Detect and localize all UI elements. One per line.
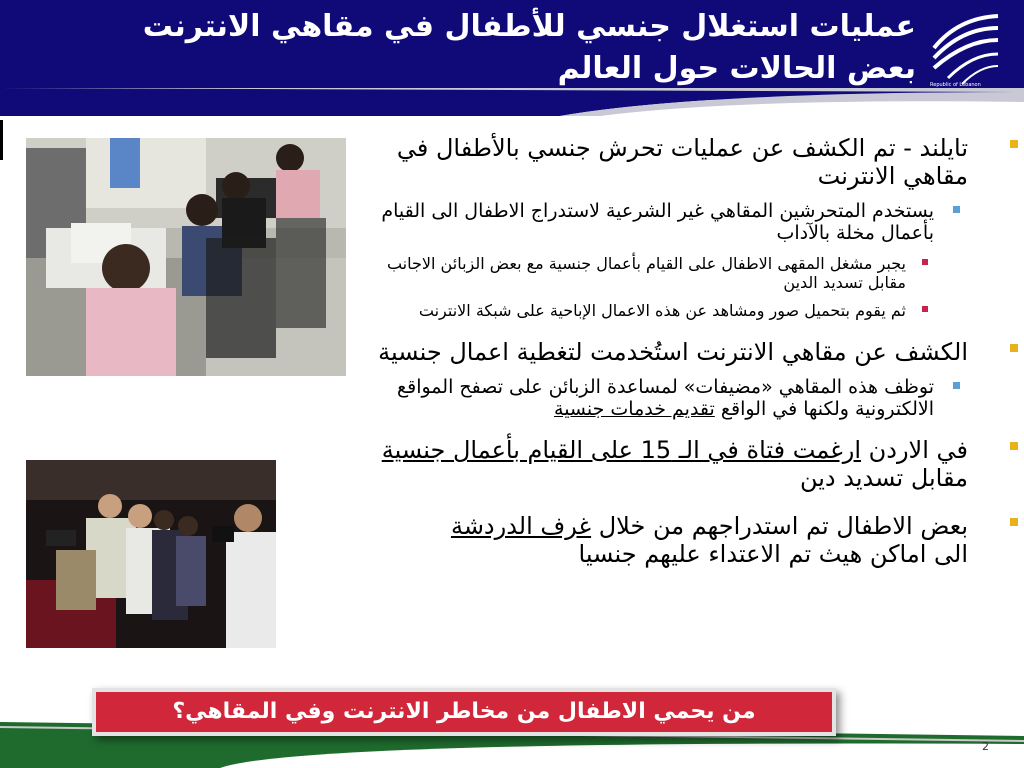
sub-sub-bullet-operator: يجبر مشغل المقهى الاطفال على القيام بأعمال جنسية مع بعض الزبائن الاجانب مقابل تسديد الدين [348, 254, 906, 292]
page-number: 2 [982, 740, 989, 753]
bullet-marker [922, 306, 928, 312]
bullet-marker [953, 206, 960, 213]
slide-title [36, 6, 916, 90]
title-line-1: عمليات استغلال جنسي للأطفال في مقاهي الانترنت [142, 9, 916, 44]
header-swoosh [0, 88, 1024, 116]
bullet-thailand: تايلند - تم الكشف عن عمليات تحرش جنسي بالأطفال في مقاهي الانترنت [348, 134, 968, 190]
slide-header [0, 0, 1024, 100]
left-edge-mark [0, 120, 3, 160]
sub-bullet-predators: يستخدم المتحرشين المقاهي غير الشرعية لاستدراج الاطفال الى القيام بأعمال مخلة بالآداب [348, 200, 934, 244]
sub-bullet-hostesses: توظف هذه المقاهي «مضيفات» لمساعدة الزبائن على تصفح المواقع الالكترونية ولكنها في الواقع تقديم خدمات جنسية [348, 376, 934, 420]
bullet-marker [922, 259, 928, 265]
internet-cafe-photo [26, 138, 346, 376]
bullet-marker [1010, 344, 1018, 352]
bullet-cafes-cover: الكشف عن مقاهي الانترنت استُخدمت لتغطية اعمال جنسية [348, 338, 968, 366]
bullet-marker [1010, 140, 1018, 148]
bullet-marker [1010, 518, 1018, 526]
title-line-2: بعض الحالات حول العالم [557, 51, 916, 86]
sub-sub-bullet-upload: ثم يقوم بتحميل صور ومشاهد عن هذه الاعمال الإباحية على شبكة الانترنت [348, 301, 906, 320]
slide-body [348, 134, 968, 578]
question-banner: من يحمي الاطفال من مخاطر الانترنت وفي المقاهي؟ [92, 688, 836, 736]
bullet-jordan: في الاردن ارغمت فتاة في الـ 15 على القيام بأعمال جنسية مقابل تسديد دين [348, 436, 968, 492]
bullet-chat-rooms: بعض الاطفال تم استدراجهم من خلال غرف الدردشة الى اماكن هيث تم الاعتداء عليهم جنسيا [438, 512, 968, 568]
logo-caption: Republic of Lebanon [930, 82, 981, 88]
bullet-marker [1010, 442, 1018, 450]
bullet-marker [953, 382, 960, 389]
police-raid-photo [26, 460, 276, 648]
